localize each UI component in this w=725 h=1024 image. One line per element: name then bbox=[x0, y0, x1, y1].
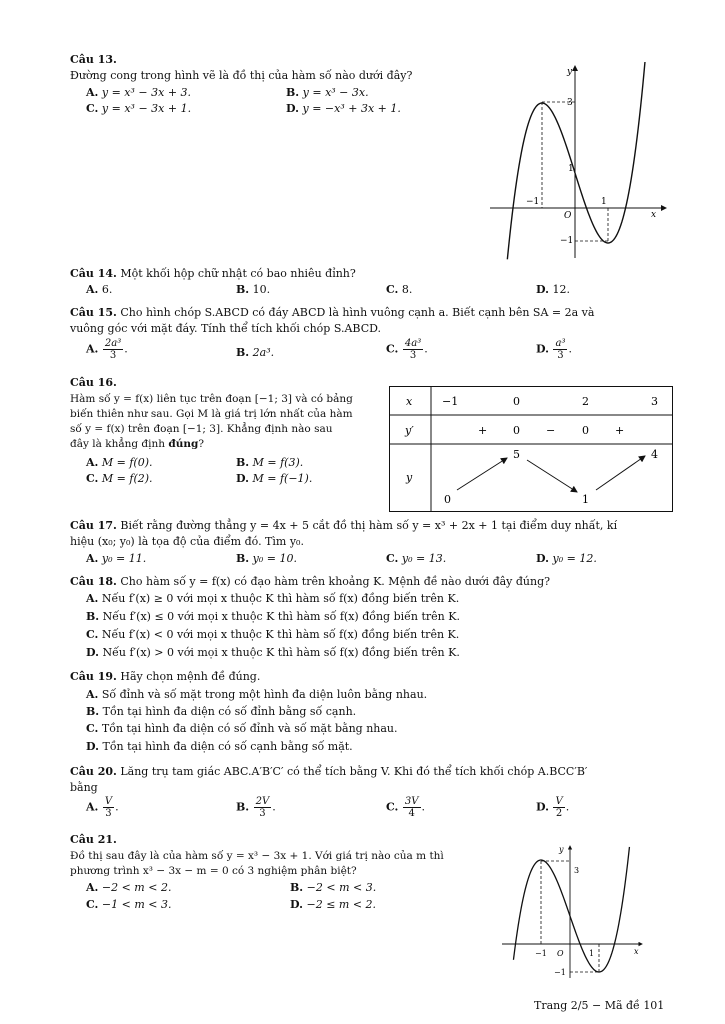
q21-option-d[interactable]: D. −2 ≤ m < 2. bbox=[290, 898, 377, 911]
q21-option-b[interactable]: B. −2 < m < 3. bbox=[290, 881, 377, 894]
q16-line2: biến thiên như sau. Gọi M là giá trị lớn nhất của hàm bbox=[70, 408, 353, 420]
q18-stem: Câu 18. Cho hàm số y = f(x) có đạo hàm trên khoảng K. Mệnh đề nào dưới đây đúng? bbox=[70, 575, 551, 588]
q13-origin: O bbox=[564, 211, 572, 221]
q16-x-val-4: 3 bbox=[651, 395, 658, 408]
q13-y-label: y bbox=[567, 67, 573, 77]
q19-option-c[interactable]: C. Tồn tại hình đa diện có số đỉnh và số mặt bằng nhau. bbox=[86, 722, 398, 735]
q13-xm1-label: −1 bbox=[526, 197, 540, 207]
q13-y3-label: 3 bbox=[567, 98, 573, 108]
q16-x-val-2: 0 bbox=[513, 395, 520, 408]
page-footer: Trang 2/5 − Mã đề 101 bbox=[534, 999, 665, 1012]
q19-option-b[interactable]: B. Tồn tại hình đa diện có số đỉnh bằng số cạnh. bbox=[86, 705, 357, 718]
q21-curve bbox=[513, 847, 629, 972]
q21-x-label: x bbox=[634, 947, 639, 956]
q21-option-c[interactable]: C. −1 < m < 3. bbox=[86, 898, 172, 911]
q16-sign-4: 0 bbox=[582, 424, 589, 437]
q21-xm1-label: −1 bbox=[535, 949, 547, 958]
q21-option-a[interactable]: A. −2 < m < 2. bbox=[86, 881, 172, 894]
q17-option-d[interactable]: D. y₀ = 12. bbox=[536, 552, 597, 565]
q13-curve bbox=[507, 62, 647, 259]
q21-title: Câu 21. bbox=[70, 833, 117, 846]
q16-y-max: 5 bbox=[513, 448, 520, 461]
q20-option-b[interactable]: B. $\frac{2V}{3}$ . bbox=[236, 796, 276, 819]
q16-title: Câu 16. bbox=[70, 376, 117, 389]
q13-x-label: x bbox=[651, 210, 657, 220]
q14-option-c[interactable]: C. 8. bbox=[386, 283, 413, 296]
q20-stem-line2: bằng bbox=[70, 781, 98, 794]
q13-y1-label: 1 bbox=[568, 164, 574, 174]
q16-arrow-down bbox=[527, 460, 577, 492]
q13-text: Đường cong trong hình vẽ là đồ thị của hàm số nào dưới đây? bbox=[70, 69, 413, 82]
q16-yp-label: y′ bbox=[405, 424, 414, 437]
q17-stem-line2: hiệu (x₀; y₀) là tọa độ của điểm đó. Tìm y₀. bbox=[70, 535, 304, 548]
q16-sign-2: 0 bbox=[513, 424, 520, 437]
q21-y-label: y bbox=[559, 845, 564, 854]
q17-stem-line1: Câu 17. Biết rằng đường thẳng y = 4x + 5 cắt đồ thị hàm số y = x³ + 2x + 1 tại điểm duy nhất, kí bbox=[70, 519, 618, 532]
q18-option-d[interactable]: D. Nếu f′(x) > 0 với mọi x thuộc K thì hàm số f(x) đồng biến trên K. bbox=[86, 646, 460, 659]
q20-stem-line1: Câu 20. Lăng trụ tam giác ABC.A′B′C′ có thể tích bằng V. Khi đó thể tích khối chóp A.BCC′B′ bbox=[70, 765, 588, 778]
q16-line1: Hàm số y = f(x) liên tục trên đoạn [−1; 3] và có bảng bbox=[70, 393, 353, 405]
q15-option-a[interactable]: A. $\frac{\text{2a³}}{3}$ . bbox=[86, 338, 128, 361]
q16-y-min: 1 bbox=[582, 493, 589, 506]
q17-option-b[interactable]: B. y₀ = 10. bbox=[236, 552, 297, 565]
q13-graph bbox=[488, 62, 670, 262]
q21-y3-label: 3 bbox=[574, 866, 580, 875]
q16-sign-5: + bbox=[615, 424, 625, 437]
q17-option-c[interactable]: C. y₀ = 13. bbox=[386, 552, 447, 565]
q14-option-a[interactable]: A. 6. bbox=[86, 283, 113, 296]
q21-ym1-label: −1 bbox=[554, 968, 566, 977]
q21-origin: O bbox=[557, 949, 564, 958]
q16-x-val-3: 2 bbox=[582, 395, 589, 408]
q16-x-val-1: −1 bbox=[442, 395, 459, 408]
q16-sign-1: + bbox=[478, 424, 488, 437]
q16-option-d[interactable]: D. M = f(−1). bbox=[236, 472, 313, 485]
q16-option-a[interactable]: A. M = f(0). bbox=[86, 456, 153, 469]
q15-option-c[interactable]: C. $\frac{\text{4a³}}{3}$ . bbox=[386, 338, 428, 361]
q15-stem-line1: Câu 15. Cho hình chóp S.ABCD có đáy ABCD là hình vuông cạnh a. Biết cạnh bên SA = 2a và bbox=[70, 306, 595, 319]
q15-stem-line2: vuông góc với mặt đáy. Tính thể tích khối chóp S.ABCD. bbox=[70, 322, 382, 335]
q16-y-end: 4 bbox=[651, 448, 658, 461]
q16-x-label: x bbox=[406, 395, 413, 408]
q13-x1-label: 1 bbox=[601, 197, 607, 207]
q16-arrow-up-1 bbox=[457, 458, 507, 490]
q19-stem: Câu 19. Hãy chọn mệnh đề đúng. bbox=[70, 670, 261, 683]
q18-option-a[interactable]: A. Nếu f′(x) ≥ 0 với mọi x thuộc K thì hàm số f(x) đồng biến trên K. bbox=[86, 592, 460, 605]
q16-option-c[interactable]: C. M = f(2). bbox=[86, 472, 153, 485]
q16-line4: đây là khẳng định đúng? bbox=[70, 438, 204, 450]
q16-arrow-up-2 bbox=[596, 456, 645, 490]
q13-option-d[interactable]: D. y = −x³ + 3x + 1. bbox=[286, 102, 401, 115]
q21-stem-line2: phương trình x³ − 3x − m = 0 có 3 nghiệm phân biệt? bbox=[70, 865, 357, 877]
q17-option-a[interactable]: A. y₀ = 11. bbox=[86, 552, 147, 565]
q15-option-b[interactable]: B. 2a³. bbox=[236, 346, 275, 359]
q13-title: Câu 13. bbox=[70, 53, 117, 66]
q18-option-b[interactable]: B. Nếu f′(x) ≤ 0 với mọi x thuộc K thì hàm số f(x) đồng biến trên K. bbox=[86, 610, 460, 623]
q16-y-start: 0 bbox=[444, 493, 451, 506]
q13-option-c[interactable]: C. y = x³ − 3x + 1. bbox=[86, 102, 192, 115]
q14-stem: Câu 14. Một khối hộp chữ nhật có bao nhiêu đỉnh? bbox=[70, 267, 356, 280]
q20-option-a[interactable]: A. $\frac{V}{3}$ . bbox=[86, 796, 119, 819]
q16-sign-3: − bbox=[546, 424, 556, 437]
q16-line3: số y = f(x) trên đoạn [−1; 3]. Khẳng định nào sau bbox=[70, 423, 333, 435]
q21-x1-label: 1 bbox=[589, 949, 595, 958]
q16-option-b[interactable]: B. M = f(3). bbox=[236, 456, 304, 469]
q13-option-b[interactable]: B. y = x³ − 3x. bbox=[286, 86, 369, 99]
q20-option-c[interactable]: C. $\frac{3V}{4}$ . bbox=[386, 796, 425, 819]
q18-option-c[interactable]: C. Nếu f′(x) < 0 với mọi x thuộc K thì hàm số f(x) đồng biến trên K. bbox=[86, 628, 460, 641]
q15-option-d[interactable]: D. $\frac{\text{a³}}{3}$ . bbox=[536, 338, 572, 361]
q19-option-d[interactable]: D. Tồn tại hình đa diện có số cạnh bằng số mặt. bbox=[86, 740, 353, 753]
q16-y-label: y bbox=[406, 471, 413, 484]
q14-option-b[interactable]: B. 10. bbox=[236, 283, 271, 296]
q21-stem-line1: Đồ thị sau đây là của hàm số y = x³ − 3x + 1. Với giá trị nào của m thì bbox=[70, 850, 444, 862]
q13-option-a[interactable]: A. y = x³ − 3x + 3. bbox=[86, 86, 192, 99]
q21-graph bbox=[500, 840, 648, 980]
q13-ym1-label: −1 bbox=[560, 236, 574, 246]
q16-variation-table bbox=[389, 386, 673, 512]
q20-option-d[interactable]: D. $\frac{V}{2}$ . bbox=[536, 796, 570, 819]
q19-option-a[interactable]: A. Số đỉnh và số mặt trong một hình đa diện luôn bằng nhau. bbox=[86, 688, 428, 701]
q14-option-d[interactable]: D. 12. bbox=[536, 283, 570, 296]
